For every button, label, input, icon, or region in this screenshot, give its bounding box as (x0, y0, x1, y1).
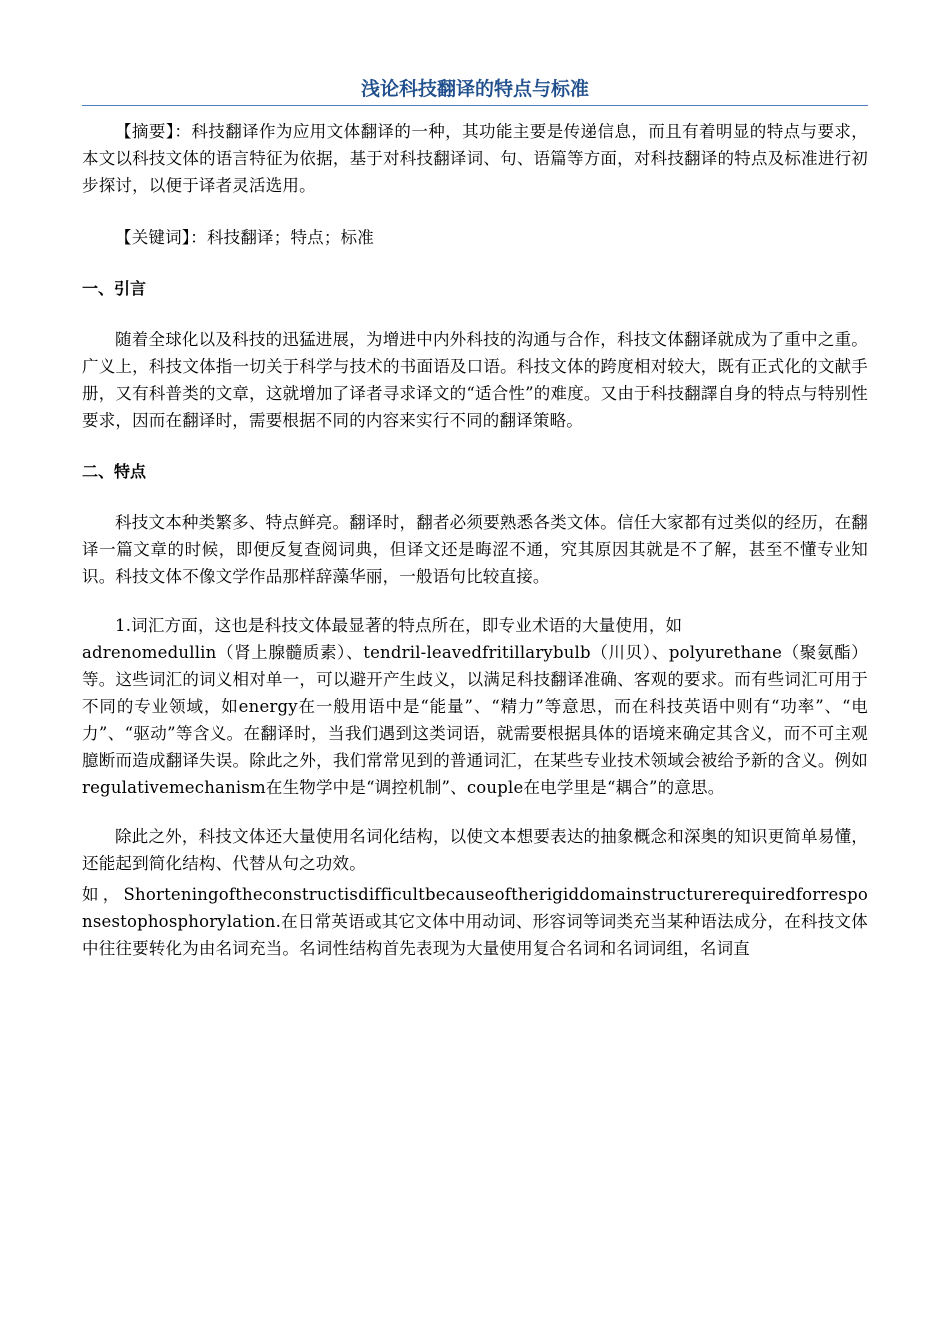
abstract-paragraph (82, 118, 868, 199)
abstract-text: 科技翻译作为应用文体翻译的一种，其功能主要是传递信息，而且有着明显的特点与要求，本文以科技文体的语言特征为依据，基于对科技翻译词、句、语篇等方面，对科技翻译的特点及标准进行初步探讨，以便于译者灵活选用。 (82, 122, 869, 195)
example-paragraph: 如，Shorteningoftheconstructisdifficultbecauseoftherigiddomainstructurerequiredforresponsestophosphorylation.在日常英语或其它文体中用动词、形容词等词类充当某种语法成分，在科技文体中往往要转化为由名词充当。名词性结构首先表现为大量使用复合名词和名词词组，名词直 (82, 885, 868, 958)
section-heading-introduction: 一、引言 (82, 279, 147, 298)
keywords-label: 【关键词】： (115, 228, 207, 247)
abstract-label: 【摘要】： (115, 122, 192, 141)
keywords-text: 科技翻译；特点；标准 (206, 228, 374, 247)
vocabulary-intro: 1.词汇方面，这也是科技文体最显著的特点所在，即专业术语的大量使用，如 (115, 616, 683, 635)
vocabulary-paragraph (82, 612, 868, 801)
introduction-paragraph: 随着全球化以及科技的迅猛进展，为增进中内外科技的沟通与合作，科技文体翻译就成为了重中之重。广义上，科技文体指一切关于科学与技术的书面语及口语。科技文体的跨度相对较大，既有正式化的文献手册，又有科普类的文章，这就增加了译者寻求译文的“适合性”的难度。又由于科技翻譯自身的特点与特别性要求，因而在翻译时，需要根据不同的内容来实行不同的翻译策略。 (82, 330, 868, 430)
document-page (82, 76, 868, 962)
features-paragraph-1: 科技文本种类繁多、特点鲜亮。翻译时，翻者必须要熟悉各类文体。信任大家都有过类似的经历，在翻译一篇文章的时候，即便反复查阅词典，但译文还是晦涩不通，究其原因其就是不了解，甚至不懂专业知识。科技文体不像文学作品那样辞藻华丽，一般语句比较直接。 (82, 513, 868, 586)
keywords-paragraph (82, 224, 868, 251)
nominalization-paragraph: 除此之外，科技文体还大量使用名词化结构，以使文本想要表达的抽象概念和深奥的知识更简单易懂，还能起到简化结构、代替从句之功效。 (82, 827, 868, 873)
document-title: 浅论科技翻译的特点与标准 (82, 76, 868, 106)
vocabulary-body: adrenomedullin（肾上腺髓质素）、tendril-leavedfritillarybulb（川贝）、polyurethane（聚氨酯）等。这些词汇的词义相对单一，可以避开产生歧义，以满足科技翻译准确、客观的要求。而有些词汇可用于不同的专业领域，如energy在一般用语中是“能量”、“精力”等意思，而在科技英语中则有“功率”、“电力”、“驱动”等含义。在翻译时，当我们遇到这类词语，就需要根据具体的语境来确定其含义，而不可主观臆断而造成翻译失误。除此之外，我们常常见到的普通词汇，在某些专业技术领域会被给予新的含义。例如regulativemechanism在生物学中是“调控机制”、couple在电学里是“耦合”的意思。 (82, 643, 868, 797)
section-heading-features: 二、特点 (82, 462, 147, 481)
